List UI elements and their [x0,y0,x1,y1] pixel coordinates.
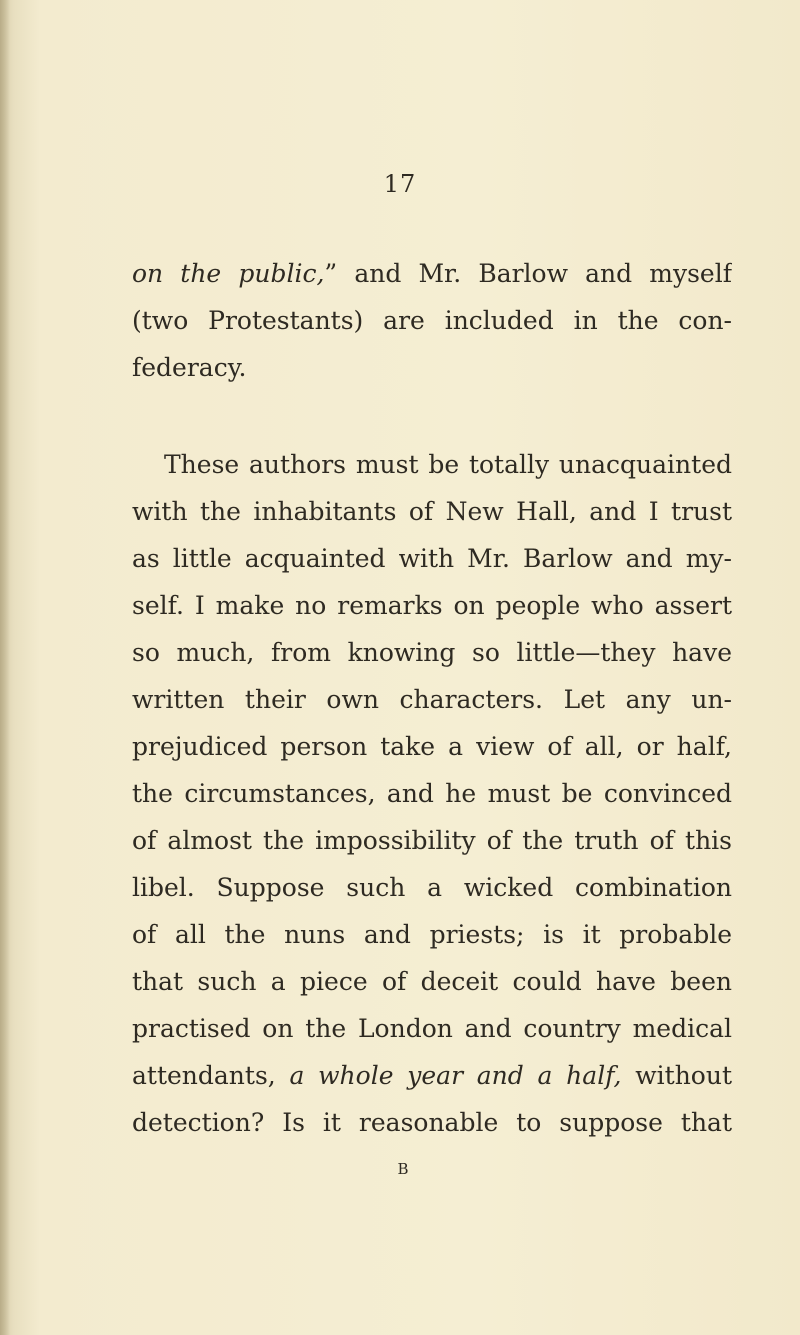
text-line: of all the nuns and priests; is it probable [132,920,732,949]
text-span: ” and Mr. Barlow and myself [324,259,732,288]
paragraph-gap [132,391,732,441]
text-line: libel. Suppose such a wicked combination [132,873,732,902]
signature-mark: B [397,1160,409,1178]
text-line: as little acquainted with Mr. Barlow and my- [132,544,732,573]
text-line: written their own characters. Let any un- [132,685,732,714]
text-line: practised on the London and country medical [132,1014,732,1043]
page-number: 17 [383,170,417,198]
text-line: (two Protestants) are included in the con- [132,306,732,335]
text-line: so much, from knowing so little—they have [132,638,732,667]
text-line: with the inhabitants of New Hall, and I trust [132,497,732,526]
spine-shadow [0,0,10,1335]
text-span: without [635,1061,732,1090]
text-line: federacy. [132,353,247,382]
text-line: These authors must be totally unacquainted [164,450,732,479]
text-line: prejudiced person take a view of all, or half, [132,732,732,761]
italic-phrase: on the public, [132,259,325,288]
text-line: the circumstances, and he must be convinced [132,779,732,808]
text-line [132,1052,732,1099]
text-span: attendants, [132,1061,276,1090]
text-line [132,250,732,297]
text-line: self. I make no remarks on people who assert [132,591,732,620]
text-line: of almost the impossibility of the truth of this [132,826,732,855]
text-line: detection? Is it reasonable to suppose that [132,1108,732,1137]
italic-phrase: a whole year and a half, [289,1061,622,1090]
text-line: that such a piece of deceit could have been [132,967,732,996]
body-text [132,250,732,1146]
